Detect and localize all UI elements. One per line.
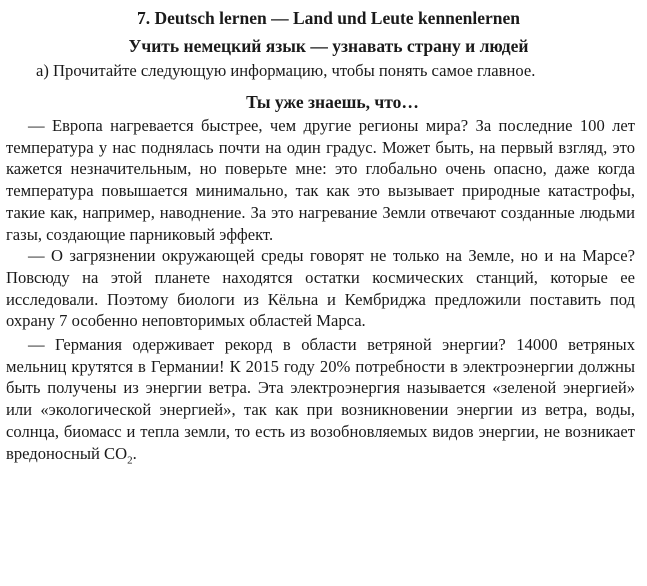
exercise-instruction: а) Прочитайте следующую информацию, чтобы понять самое главное. xyxy=(36,61,536,80)
paragraph-wind-energy-text: — Германия одерживает рекорд в области ветряной энергии? 14000 ветряных мельниц крутятся в Германии! К 2015 году 20% потребности в электроэнергии должны быть получены из энергии ветра. Эта электроэнергия называется «зеленой энергией» или «экологической энергией», так как при возникновении энергии из ветра, воды, солнца, биомасс и тепла земли, то есть из возобновляемых видов энергии, не возникает вредоносный CO xyxy=(6,335,635,463)
paragraph-europe-warming: — Европа нагревается быстрее, чем другие регионы мира? За последние 100 лет температура у нас поднялась почти на один градус. Может быть, на первый взгляд, это кажется незначительным, но поверьте мне: это глобально очень опасно, даже когда температура повышается минимально, так как это вызывает природные катастрофы, такие как, например, наводнение. За это нагревание Земли отвечают созданные людьми газы, создающие парниковый эффект. xyxy=(6,116,635,244)
paragraph-mars-pollution: — О загрязнении окружающей среды говорят не только на Земле, но и на Марсе? Повсюду на этой планете находятся остатки космических станций, которые ее исследовали. Поэтому биологи из Кёльна и Кембриджа предложили поставить под охрану 7 особенно неповторимых областей Марса. xyxy=(6,246,635,331)
final-period: . xyxy=(132,443,137,463)
section-heading: Ты уже знаешь, что… xyxy=(246,92,419,112)
co2-subscript: 2 xyxy=(127,453,133,466)
page-title: 7. Deutsch lernen — Land und Leute kennenlernen xyxy=(136,8,521,28)
page-subtitle: Учить немецкий язык — узнавать страну и людей xyxy=(128,36,529,56)
paragraph-wind-energy xyxy=(6,334,635,464)
